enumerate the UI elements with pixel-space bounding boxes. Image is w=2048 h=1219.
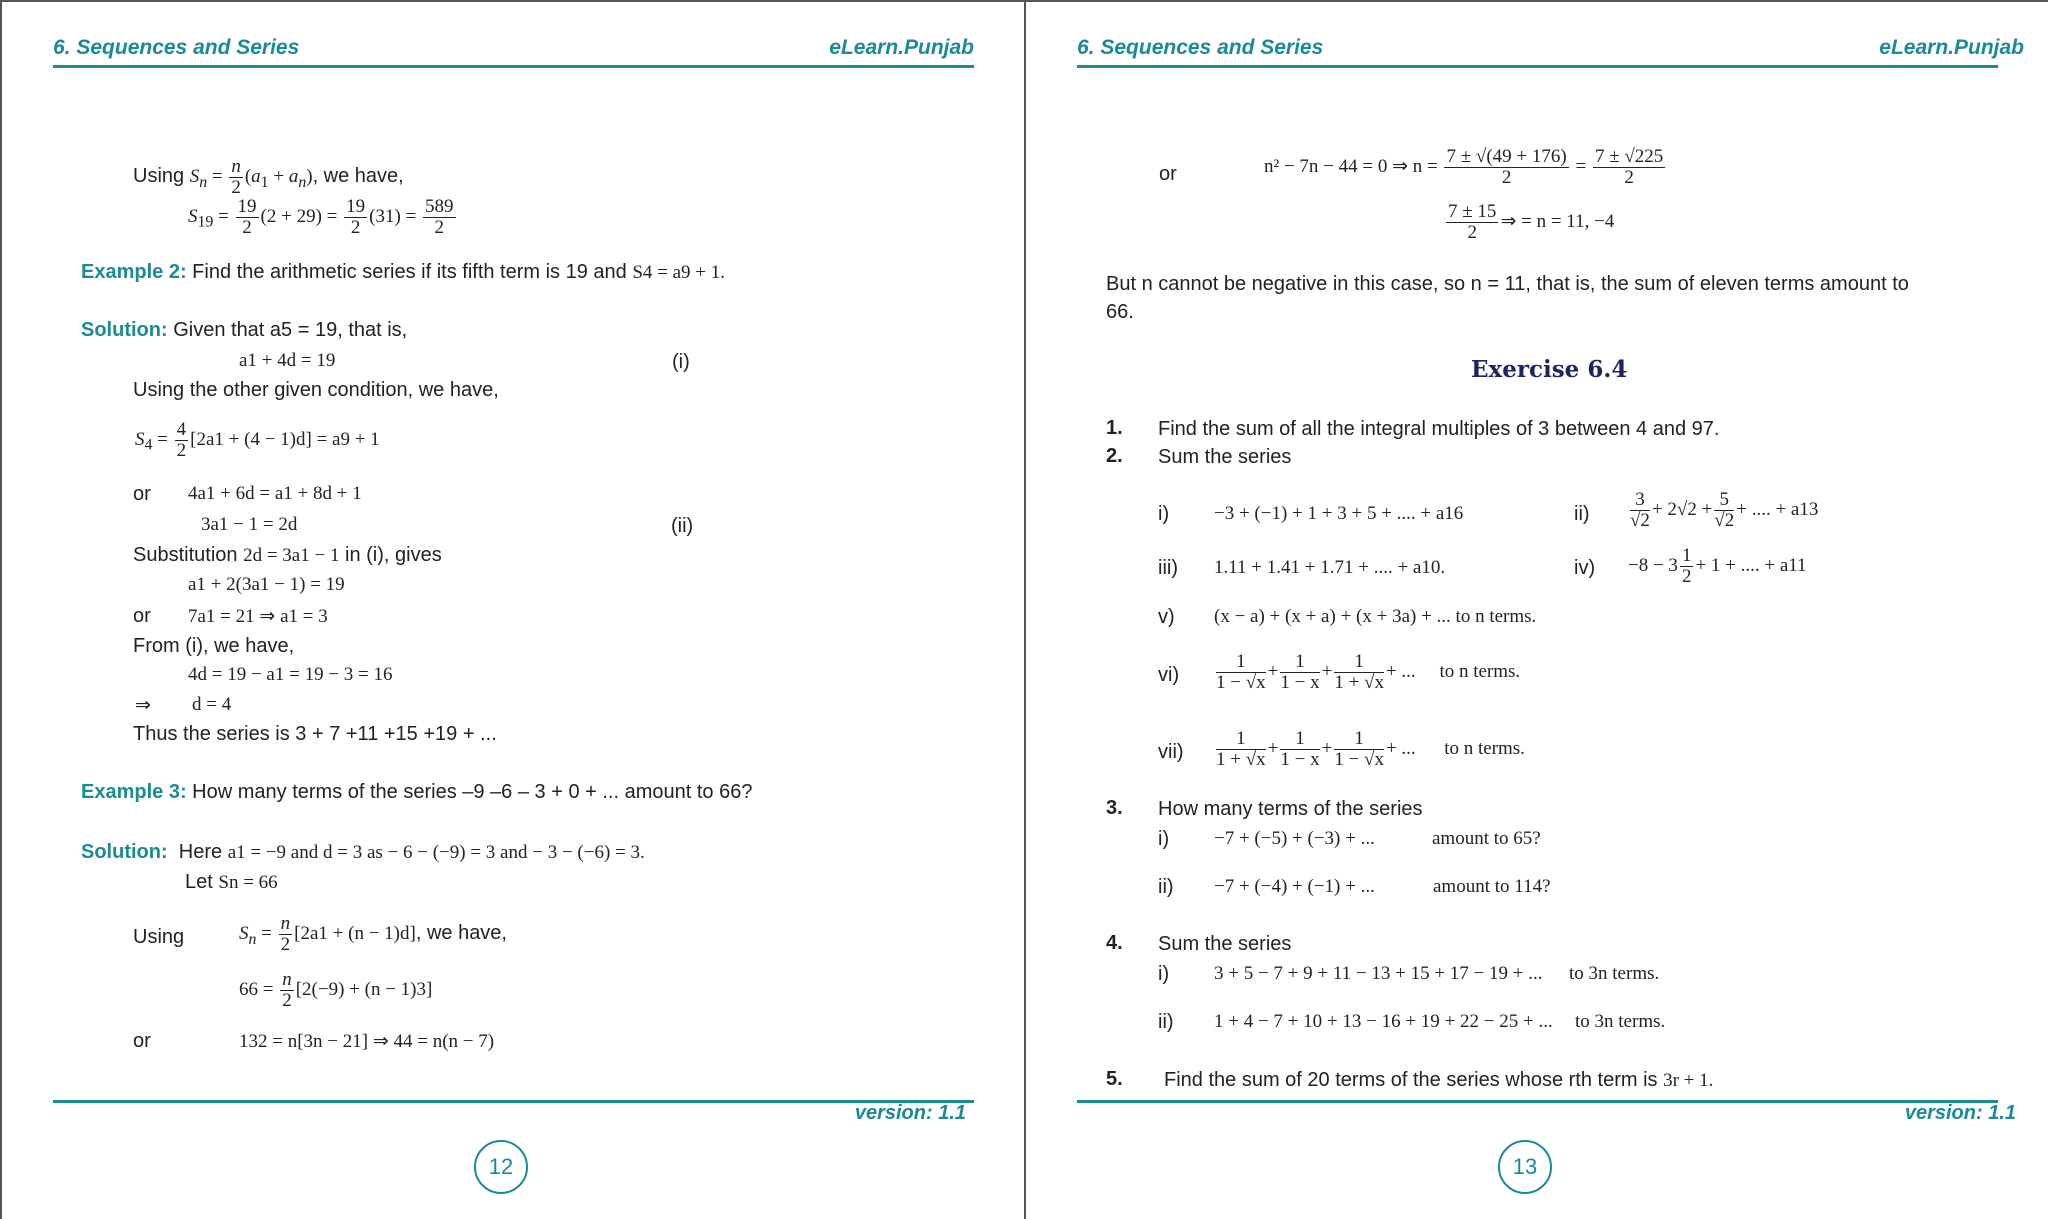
q2-part-vi-series: $\frac{1}{1 - √x}$ + $\frac{1}{1 - x}$ + $\frac{1}{1 + √x}$ + ... to n terms. (1216, 651, 1521, 693)
header-rule (1077, 65, 1998, 68)
q2-part-v-series: (x − a) + (x + a) + (x + 3a) + ... to n terms. (1214, 606, 1537, 627)
series-result: Thus the series is 3 + 7 +11 +15 +19 + ... (133, 723, 497, 745)
q4-part-ii-target: to 3n terms. (1575, 1011, 1666, 1032)
q2-part-ii-label: ii) (1574, 503, 1590, 525)
using-2-label: Using (133, 926, 185, 948)
q2-part-i-series: −3 + (−1) + 1 + 3 + 5 + .... + a16 (1214, 503, 1464, 524)
equation-3: 3a1 − 1 = 2d (201, 514, 298, 535)
right-page (1024, 0, 2048, 1219)
from-i: From (i), we have, (133, 635, 295, 657)
or-label: or (1159, 163, 1177, 185)
equation-4: a1 + 2(3a1 − 1) = 19 (188, 574, 345, 595)
version-label: version: 1.1 (854, 1102, 966, 1124)
q4-part-ii-label: ii) (1158, 1011, 1174, 1033)
s4-equation: $S_4$ = $\frac{4}{2}$ [2a1 + (4 − 1)d] = a9 + 1 (135, 419, 380, 461)
q3-part-i-label: i) (1158, 828, 1170, 850)
q1-number: 1. (1106, 417, 1123, 439)
conclusion-line-2: 66. (1106, 301, 1134, 323)
quadratic-equation: n² − 7n − 44 = 0 ⇒ n = $\frac{7 \pm √(49 + 176)}{2}$ = $\frac{7 \pm √225}{2}$ (1264, 146, 1664, 188)
equation-6: 4d = 19 − a1 = 19 − 3 = 16 (188, 664, 393, 685)
implies-symbol: ⇒ (135, 695, 151, 716)
brand-header: eLearn.Punjab (1879, 36, 2024, 59)
or-3: or (133, 1030, 151, 1052)
footer-rule (1077, 1100, 1998, 1103)
q2-part-iii-label: iii) (1158, 557, 1178, 579)
q2-text: Sum the series (1158, 446, 1292, 468)
substitution-line: Substitution 2d = 3a1 − 1 in (i), gives (133, 544, 442, 566)
equation-5: 7a1 = 21 ⇒ a1 = 3 (188, 606, 328, 627)
q4-part-i-target: to 3n terms. (1569, 963, 1660, 984)
chapter-header: 6. Sequences and Series (1077, 36, 1324, 59)
let-sn: Let Sn = 66 (185, 871, 278, 893)
q2-part-ii-series: $\frac{3}{√2}$ + 2√2 + $\frac{5}{√2}$ + .... + a13 (1630, 489, 1819, 531)
q2-part-vii-series: $\frac{1}{1 + √x}$ + $\frac{1}{1 - x}$ + $\frac{1}{1 - √x}$ + ... to n terms. (1216, 728, 1525, 770)
page-number-13: 13 (1498, 1140, 1552, 1194)
using-sn-line: Using $S_n$ = $\frac{n}{2}$ $(a_1 + a_n)$, we have, (133, 156, 404, 198)
q3-part-ii-series: −7 + (−4) + (−1) + ... (1214, 876, 1375, 897)
equation-i: a1 + 4d = 19 (239, 350, 336, 371)
version-label: version: 1.1 (1904, 1102, 2016, 1124)
q3-part-ii-target: amount to 114? (1433, 876, 1551, 897)
q3-text: How many terms of the series (1158, 798, 1423, 820)
q2-part-vii-label: vii) (1158, 741, 1184, 763)
example-3: Example 3: How many terms of the series –9 –6 – 3 + 0 + ... amount to 66? (81, 781, 753, 803)
or-1: or (133, 483, 151, 505)
q1-text: Find the sum of all the integral multiples of 3 between 4 and 97. (1158, 418, 1720, 440)
q2-part-iv-series: −8 − 3 $\frac{1}{2}$ + 1 + .... + a11 (1628, 545, 1807, 587)
s19-equation: $S_{19}$ = $\frac{19}{2}$ (2 + 29) = $\frac{19}{2}$ (31) = $\frac{589}{2}$ (188, 196, 454, 238)
conclusion-line-1: But n cannot be negative in this case, so n = 11, that is, the sum of eleven terms amount to (1106, 273, 1909, 295)
q4-number: 4. (1106, 932, 1123, 954)
solution-2: Solution: Here a1 = −9 and d = 3 as − 6 − (−9) = 3 and − 3 − (−6) = 3. (81, 841, 645, 863)
q5-text: Find the sum of 20 terms of the series whose rth term is 3r + 1. (1164, 1069, 1714, 1091)
q2-part-iii-series: 1.11 + 1.41 + 1.71 + .... + a10. (1214, 557, 1446, 578)
q4-part-ii-series: 1 + 4 − 7 + 10 + 13 − 16 + 19 + 22 − 25 + ... (1214, 1011, 1553, 1032)
q3-part-i-series: −7 + (−5) + (−3) + ... (1214, 828, 1375, 849)
equation-8: 66 = $\frac{n}{2}$ [2(−9) + (n − 1)3] (239, 969, 433, 1011)
or-2: or (133, 605, 151, 627)
q3-part-i-target: amount to 65? (1432, 828, 1541, 849)
q5-number: 5. (1106, 1068, 1123, 1090)
other-condition: Using the other given condition, we have, (133, 379, 499, 401)
page-number-12: 12 (474, 1140, 528, 1194)
equation-2: 4a1 + 6d = a1 + 8d + 1 (188, 483, 362, 504)
q4-part-i-label: i) (1158, 963, 1170, 985)
q2-part-vi-label: vi) (1158, 664, 1180, 686)
q2-part-i-label: i) (1158, 503, 1170, 525)
equation-ii-tag: (ii) (671, 515, 694, 537)
example-2: Example 2: Find the arithmetic series if its fifth term is 19 and S4 = a9 + 1. (81, 261, 726, 283)
quadratic-solution: $\frac{7 \pm 15}{2}$ ⇒ = n = 11, −4 (1448, 201, 1615, 243)
footer-rule (53, 1100, 974, 1103)
equation-9: 132 = n[3n − 21] ⇒ 44 = n(n − 7) (239, 1031, 495, 1052)
header-rule (53, 65, 974, 68)
q2-part-iv-label: iv) (1574, 557, 1596, 579)
using-2-formula: $S_n$ = $\frac{n}{2}$ [2a1 + (n − 1)d], we have, (239, 913, 507, 955)
q4-text: Sum the series (1158, 933, 1292, 955)
chapter-header: 6. Sequences and Series (53, 36, 300, 59)
brand-header: eLearn.Punjab (829, 36, 974, 59)
q2-part-v-label: v) (1158, 606, 1175, 628)
exercise-heading: Exercise 6.4 (1471, 356, 1628, 383)
solution-1: Solution: Given that a5 = 19, that is, (81, 319, 408, 341)
equation-7: d = 4 (192, 694, 232, 715)
q3-part-ii-label: ii) (1158, 876, 1174, 898)
q3-number: 3. (1106, 797, 1123, 819)
equation-i-tag: (i) (672, 351, 690, 373)
q4-part-i-series: 3 + 5 − 7 + 9 + 11 − 13 + 15 + 17 − 19 + ... (1214, 963, 1543, 984)
q2-number: 2. (1106, 445, 1123, 467)
